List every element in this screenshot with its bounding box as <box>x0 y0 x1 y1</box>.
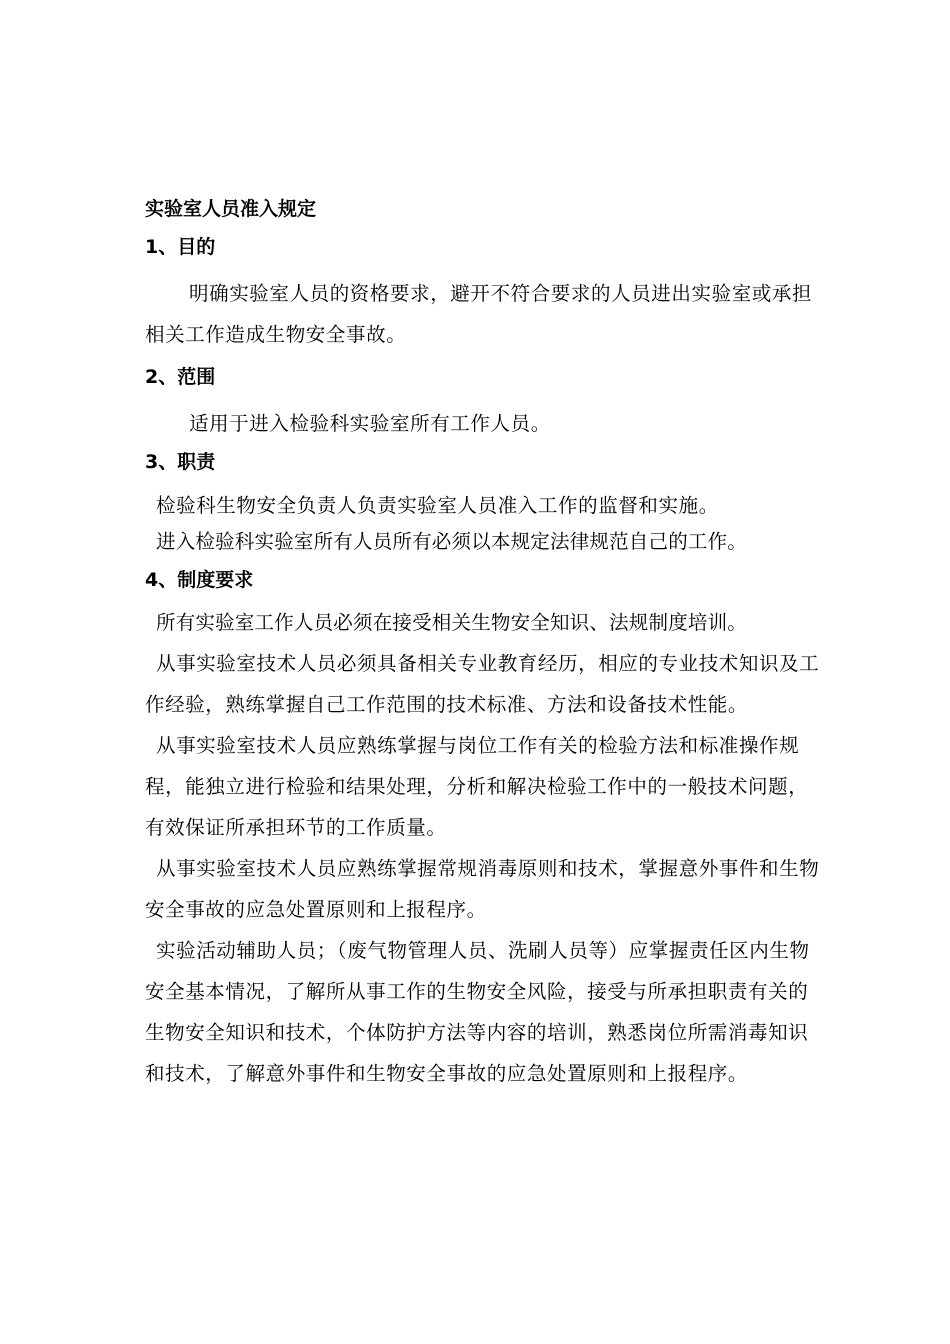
section-heading-requirements: 4、制度要求 <box>145 569 254 591</box>
requirement-paragraph-3: 从事实验室技术人员应熟练掌握与岗位工作有关的检验方法和标准操作规程，能独立进行检验和结果处理，分析和解决检验工作中的一般技术问题，有效保证所承担环节的工作质量。 <box>145 734 809 839</box>
requirement-paragraph-4: 从事实验室技术人员应熟练掌握常规消毒原则和技术，掌握意外事件和生物安全事故的应急处置原则和上报程序。 <box>145 857 820 921</box>
section-heading-purpose: 1、目的 <box>145 236 216 258</box>
section-heading-scope: 2、范围 <box>145 366 216 388</box>
responsibility-paragraph-2: 进入检验科实验室所有人员所有必须以本规定法律规范自己的工作。 <box>156 530 748 553</box>
requirement-paragraph-5: 实验活动辅助人员；（废气物管理人员、洗刷人员等）应掌握责任区内生物安全基本情况，了解所从事工作的生物安全风险，接受与所承担职责有关的生物安全知识和技术，个体防护方法等内容的培训，熟悉岗位所需消毒知识和技术，了解意外事件和生物安全事故的应急处置原则和上报程序。 <box>145 939 810 1085</box>
purpose-paragraph: 明确实验室人员的资格要求，避开不符合要求的人员进出实验室或承担相关工作造成生物安全事故。 <box>145 282 813 346</box>
requirement-paragraph-1: 所有实验室工作人员必须在接受相关生物安全知识、法规制度培训。 <box>156 611 748 634</box>
section-heading-responsibility: 3、职责 <box>145 451 216 473</box>
document-page <box>145 196 825 1094</box>
scope-paragraph: 适用于进入检验科实验室所有工作人员。 <box>189 412 551 435</box>
requirement-paragraph-2: 从事实验室技术人员必须具备相关专业教育经历，相应的专业技术知识及工作经验，熟练掌握自己工作范围的技术标准、方法和设备技术性能。 <box>145 652 820 716</box>
responsibility-paragraph-1: 检验科生物安全负责人负责实验室人员准入工作的监督和实施。 <box>156 494 719 517</box>
document-title: 实验室人员准入规定 <box>145 198 317 220</box>
